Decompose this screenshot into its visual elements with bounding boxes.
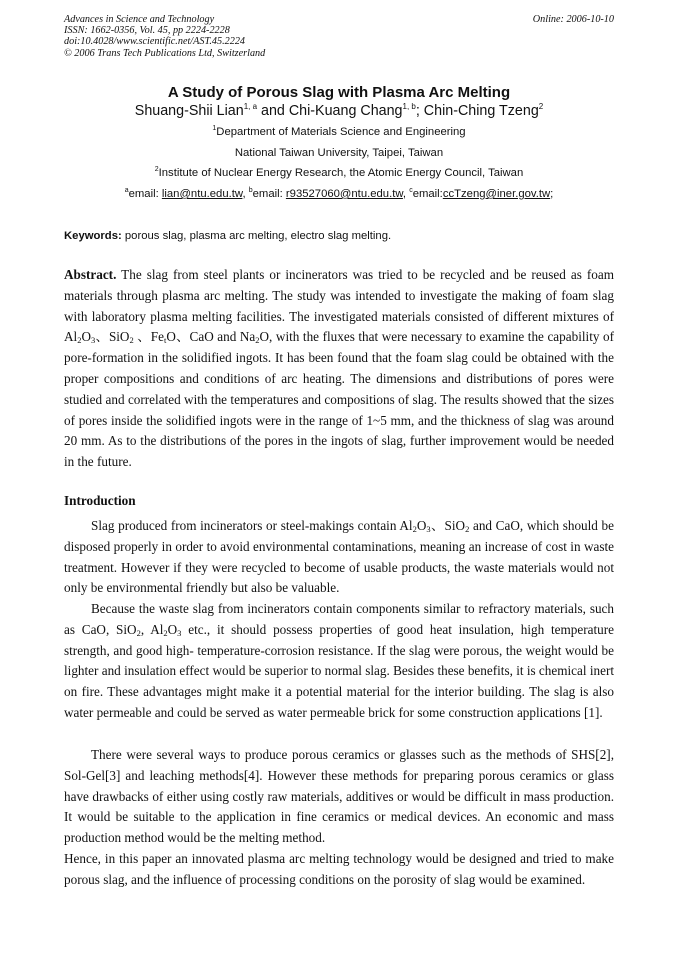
affiliation-text: Department of Materials Science and Engineering [216,126,466,138]
subscript: 2 [163,627,168,638]
introduction-paragraph-3: There were several ways to produce porous ceramics or glasses such as the methods of SHS[2], Sol-Gel[3] and leaching methods[4]. However these methods for preparing porous ceramics or glass have drawbacks of either using costly raw materials, additives or would be difficult in mass production. It would be suitable to the application in fine ceramics or medical devices. An economic and mass production method would be the melting method. [64,747,614,846]
introduction-paragraph-2 [64,599,614,724]
subscript: 2 [129,335,134,346]
subscript: 2 [77,335,82,346]
affiliation-mark: 2 [154,166,159,173]
affiliation-mark: 1 [212,125,217,132]
keywords [64,229,614,243]
email-separator: , [402,188,410,200]
abstract-label: Abstract. [64,267,117,282]
paragraph-text: O [416,518,427,533]
author-affiliation-mark: 2 [538,102,544,111]
abstract-text: 、SiO [95,329,130,345]
abstract-text: O [81,329,91,345]
email-link-lian[interactable]: lian@ntu.edu.tw [161,188,243,200]
author-affiliation-mark: 1, a [243,102,258,111]
abstract-text: 、Fe [133,329,164,345]
abstract-text: O、CaO and Na [166,329,256,345]
author-separator: ; [415,103,424,119]
email-separator: , [242,188,249,200]
email-line [0,187,678,201]
paragraph-text: Because the waste slag from incinerators contain components similar to refractory materials, such as CaO, SiO [64,601,614,637]
email-mark: c [409,187,413,194]
affiliation-1-line-2: National Taiwan University, Taipei, Taiwan [234,147,444,159]
paragraph-text: , Al [140,621,164,637]
keywords-label: Keywords: [64,230,122,242]
author-affiliation-mark: 1, b [402,102,416,111]
author-name: Chin-Ching Tzeng [423,103,539,119]
author-name: Shuang-Shii Lian [134,103,244,119]
paragraph-text: 、SiO [430,518,466,533]
issn-line: ISSN: 1662-0356, Vol. 45, pp 2224-2228 [64,25,230,37]
paragraph-text: etc., it should possess properties of good heat insulation, high temperature strength, and good high- temperature-corrosion resistance. If the slag were porous, the weight would be lighter and insulation effect would be superior to normal slag. Besides these benefits, it is chemical inert on fire. These advantages might make it a potential material for the interior building. The slag is also water permeable and could be served as water permeable brick for some construction applications [1]. [64,621,614,720]
journal-name: Advances in Science and Technology [64,14,215,25]
subscript: 2 [412,524,417,534]
email-label: email: [412,188,443,200]
subscript: 2 [136,627,141,638]
paragraph-text: and CaO, which should be disposed properly in order to avoid environmental contaminations, meaning an increase of cost in waste treatment. However if they were recycled to become of usable products, the waste materials would not only be environmental friendly but also be valuable. [64,518,615,596]
keywords-text: porous slag, plasma arc melting, electro slag melting. [121,230,392,242]
section-heading-introduction: Introduction [64,493,136,508]
subscript: 2 [255,335,260,346]
email-link-tzeng[interactable]: ccTzeng@iner.gov.tw [442,188,551,200]
subscript: 3 [177,627,182,638]
online-date: Online: 2006-10-10 [532,14,614,25]
author-separator: and [257,103,289,119]
email-mark: b [248,187,253,194]
doi-line: doi:10.4028/www.scientific.net/AST.45.2224 [64,36,246,48]
email-label: email: [128,188,162,200]
author-name: Chi-Kuang Chang [288,103,403,119]
affiliation-text: Institute of Nuclear Energy Research, the Atomic Energy Council, Taiwan [158,167,524,179]
paragraph-text: Slag produced from incinerators or steel-makings contain Al [91,518,413,533]
abstract-text: O, with the fluxes that were necessary to examine the capability of pore-formation in the solidified ingots. It has been found that the foam slag could be obtained with the proper compositions and conditions of arc heating. The dimensions and distributions of pores were studied and correlated with the temperatures and compositions of slag. The results showed that the sizes of pores inside the solidified ingots were in the range of 1~5 mm, and the thickness of slag was around 20 mm. As to the distributions of the pores in the ingots of slag, further improvement would be needed in the future. [64,329,615,470]
abstract-text: The slag from steel plants or incinerators was tried to be recycled and be reused as foam materials through plasma arc melting. The study was intended to investigate the making of foam slag with laboratory plasma melting facilities. The investigated materials consisted of different mixtures of Al [64,267,614,345]
abstract [64,265,614,473]
subscript: 3 [90,335,96,346]
subscript: 2 [465,524,470,534]
email-end: ; [550,188,554,200]
affiliation-1-line-1 [0,125,678,139]
author-line [0,102,678,121]
introduction-paragraph-1 [64,516,614,599]
email-mark: a [124,187,129,194]
affiliation-2 [0,166,678,180]
email-link-chang[interactable]: r93527060@ntu.edu.tw [285,188,403,200]
paper-title: A Study of Porous Slag with Plasma Arc Melting [167,84,511,101]
introduction-paragraph-4: Hence, in this paper an innovated plasma arc melting technology would be designed and tried to make porous slag, and the influence of processing conditions on the porosity of slag would be examined. [64,851,614,887]
journal-header [64,14,614,59]
email-label: email: [252,188,286,200]
copyright-line: © 2006 Trans Tech Publications Ltd, Switzerland [64,47,266,59]
subscript: t [163,335,167,346]
paragraph-text: O [167,621,178,637]
subscript: 3 [426,524,431,534]
